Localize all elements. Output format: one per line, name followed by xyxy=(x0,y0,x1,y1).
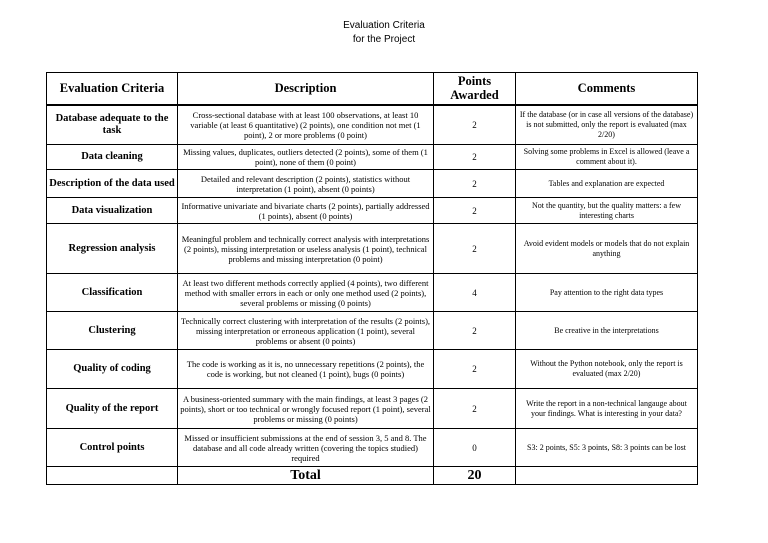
total-comments-cell xyxy=(516,467,698,485)
points-cell: 2 xyxy=(434,350,516,389)
criteria-cell: Data visualization xyxy=(47,198,178,224)
table-row xyxy=(47,350,698,389)
comments-cell: Not the quantity, but the quality matters: a few interesting charts xyxy=(516,198,698,224)
comments-cell: Be creative in the interpretations xyxy=(516,312,698,350)
points-cell: 2 xyxy=(434,145,516,170)
description-cell: A business-oriented summary with the main findings, at least 3 pages (2 points), short or too technical or wrongly focused report (1 point), several problems or missing (0 points) xyxy=(178,389,434,429)
total-points: 20 xyxy=(434,467,516,485)
header-evaluation-criteria: Evaluation Criteria xyxy=(47,73,178,105)
table-row xyxy=(47,312,698,350)
evaluation-criteria-table xyxy=(46,72,698,485)
table-row xyxy=(47,274,698,312)
criteria-cell: Classification xyxy=(47,274,178,312)
table-row xyxy=(47,429,698,467)
header-description: Description xyxy=(178,73,434,105)
comments-cell: Pay attention to the right data types xyxy=(516,274,698,312)
criteria-cell: Regression analysis xyxy=(47,224,178,274)
description-cell: Cross-sectional database with at least 100 observations, at least 10 variable (at least 6 quantitative) (2 points), one condition not met (1 point), 2 or more problems (0 point) xyxy=(178,105,434,145)
points-cell: 2 xyxy=(434,312,516,350)
criteria-cell: Database adequate to the task xyxy=(47,105,178,145)
comments-cell: Tables and explanation are expected xyxy=(516,170,698,198)
points-cell: 2 xyxy=(434,224,516,274)
criteria-cell: Description of the data used xyxy=(47,170,178,198)
description-cell: Meaningful problem and technically correct analysis with interpretations (2 points), missing interpretation or useless analysis (1 point), technical problems and missing interpretation (0 point) xyxy=(178,224,434,274)
header-comments: Comments xyxy=(516,73,698,105)
title-line-2: for the Project xyxy=(352,34,416,45)
points-cell: 0 xyxy=(434,429,516,467)
comments-cell: Avoid evident models or models that do not explain anything xyxy=(516,224,698,274)
criteria-cell: Quality of coding xyxy=(47,350,178,389)
criteria-cell: Quality of the report xyxy=(47,389,178,429)
points-cell: 2 xyxy=(434,170,516,198)
description-cell: The code is working as it is, no unnecessary repetitions (2 points), the code is working, but not cleaned (1 point), bugs (0 points) xyxy=(178,350,434,389)
table-row xyxy=(47,105,698,145)
description-cell: Missing values, duplicates, outliers detected (2 points), some of them (1 point), none of them (0 point) xyxy=(178,145,434,170)
description-cell: Missed or insufficient submissions at the end of session 3, 5 and 8. The database and all code already written (covering the topics studied) required xyxy=(178,429,434,467)
description-cell: At least two different methods correctly applied (4 points), two different method with smaller errors in each or only one method used (2 points), several problems or missing (0 points) xyxy=(178,274,434,312)
criteria-cell: Control points xyxy=(47,429,178,467)
table-header-row xyxy=(47,73,698,105)
table-row xyxy=(47,224,698,274)
description-cell: Informative univariate and bivariate charts (2 points), partially addressed (1 points), absent (0 points) xyxy=(178,198,434,224)
description-cell: Detailed and relevant description (2 points), statistics without interpretation (1 point), absent (0 points) xyxy=(178,170,434,198)
comments-cell: S3: 2 points, S5: 3 points, S8: 3 points can be lost xyxy=(516,429,698,467)
table-row xyxy=(47,170,698,198)
table-row xyxy=(47,389,698,429)
total-row xyxy=(47,467,698,485)
points-cell: 2 xyxy=(434,105,516,145)
description-cell: Technically correct clustering with interpretation of the results (2 points), missing interpretation or erroneous application (1 point), several problems or absent (0 points) xyxy=(178,312,434,350)
document-title xyxy=(0,19,768,47)
table-row xyxy=(47,145,698,170)
table-row xyxy=(47,198,698,224)
total-empty-cell xyxy=(47,467,178,485)
title-line-1: Evaluation Criteria xyxy=(343,20,425,31)
points-cell: 2 xyxy=(434,389,516,429)
criteria-cell: Clustering xyxy=(47,312,178,350)
comments-cell: Write the report in a non-technical langauge about your findings. What is interesting in your data? xyxy=(516,389,698,429)
comments-cell: Solving some problems in Excel is allowed (leave a comment about it). xyxy=(516,145,698,170)
header-points-awarded: Points Awarded xyxy=(434,73,516,105)
criteria-cell: Data cleaning xyxy=(47,145,178,170)
total-label: Total xyxy=(178,467,434,485)
comments-cell: Without the Python notebook, only the report is evaluated (max 2/20) xyxy=(516,350,698,389)
comments-cell: If the database (or in case all versions of the database) is not submitted, only the report is evaluated (max 2/20) xyxy=(516,105,698,145)
points-cell: 4 xyxy=(434,274,516,312)
points-cell: 2 xyxy=(434,198,516,224)
